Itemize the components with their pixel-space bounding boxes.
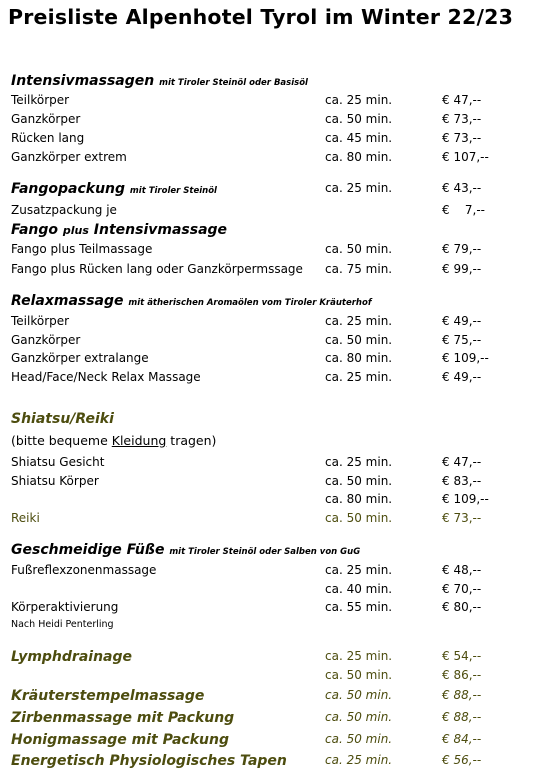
note-underlined: Kleidung xyxy=(111,433,167,448)
item-name: Zusatzpackung je xyxy=(11,203,117,217)
price-row xyxy=(0,262,537,281)
price-row xyxy=(0,370,537,389)
price-row xyxy=(0,203,537,222)
item-price: € 73,-- xyxy=(442,511,482,525)
item-duration: ca. 45 min. xyxy=(325,131,393,145)
item-price: € 47,-- xyxy=(442,93,482,107)
price-row xyxy=(0,242,537,261)
section-heading-fango-plus xyxy=(0,222,537,241)
item-name: Fango plus Teilmassage xyxy=(11,242,153,256)
item-duration: ca. 25 min. xyxy=(325,455,393,469)
heading-plus: plus xyxy=(62,224,89,237)
item-name: Ganzkörper xyxy=(11,112,81,126)
item-name: Head/Face/Neck Relax Massage xyxy=(11,370,201,384)
item-duration: ca. 50 min. xyxy=(325,474,393,488)
heading-text: Lymphdrainage xyxy=(11,649,132,665)
item-price: € 86,-- xyxy=(442,668,482,682)
price-row xyxy=(0,351,537,370)
heading-sub: mit ätherischen Aromaölen vom Tiroler Kräuterhof xyxy=(128,298,372,308)
section-heading-intensiv xyxy=(0,73,537,92)
price-row xyxy=(0,492,537,511)
note-text: tragen) xyxy=(166,433,217,448)
price-row xyxy=(0,455,537,474)
item-duration: ca. 25 min. xyxy=(325,753,393,767)
item-name: Ganzkörper xyxy=(11,333,81,347)
item-price: € 75,-- xyxy=(442,333,482,347)
price-row-extra xyxy=(0,710,537,729)
item-duration: ca. 25 min. xyxy=(325,563,393,577)
item-duration: ca. 55 min. xyxy=(325,600,393,614)
price-row-extra xyxy=(0,688,537,707)
item-name: Teilkörper xyxy=(11,314,70,328)
credit-line xyxy=(0,619,537,638)
price-row xyxy=(0,474,537,493)
item-duration: ca. 25 min. xyxy=(325,370,393,384)
item-price: € 79,-- xyxy=(442,242,482,256)
price-row xyxy=(0,563,537,582)
heading-text: Intensivmassagen xyxy=(11,73,155,89)
heading-text: Honigmassage mit Packung xyxy=(11,732,229,748)
price-row xyxy=(0,314,537,333)
heading-text: Shiatsu/Reiki xyxy=(11,411,114,427)
price-row xyxy=(0,668,537,687)
item-name: Shiatsu Körper xyxy=(11,474,99,488)
price-row-reiki xyxy=(0,511,537,530)
heading-sub: mit Tiroler Steinöl xyxy=(129,186,217,196)
item-price: € 73,-- xyxy=(442,131,482,145)
item-price: € 48,-- xyxy=(442,563,482,577)
section-heading-fango xyxy=(0,181,537,200)
item-duration: ca. 50 min. xyxy=(325,333,393,347)
item-duration: ca. 50 min. xyxy=(325,242,393,256)
price-row xyxy=(0,150,537,169)
item-duration: ca. 75 min. xyxy=(325,262,393,276)
heading-text: Fangopackung xyxy=(11,181,126,197)
item-name: Rücken lang xyxy=(11,131,85,145)
item-duration: ca. 50 min. xyxy=(325,668,393,682)
item-price: € 80,-- xyxy=(442,600,482,614)
heading-text: Geschmeidige Füße xyxy=(11,542,165,558)
section-heading-shiatsu xyxy=(0,411,537,430)
heading-text: Zirbenmassage mit Packung xyxy=(11,710,235,726)
item-price: € 43,-- xyxy=(442,181,482,195)
price-row xyxy=(0,333,537,352)
price-row xyxy=(0,93,537,112)
section-heading-fuesse xyxy=(0,542,537,561)
item-price: € 88,-- xyxy=(442,710,482,724)
item-price: € 88,-- xyxy=(442,688,482,702)
item-name: Shiatsu Gesicht xyxy=(11,455,105,469)
price-row-extra xyxy=(0,732,537,751)
item-duration: ca. 80 min. xyxy=(325,351,393,365)
credit-text: Nach Heidi Penterling xyxy=(11,619,114,630)
section-heading-relax xyxy=(0,293,537,312)
item-duration: ca. 40 min. xyxy=(325,582,393,596)
heading-text: Kräuterstempelmassage xyxy=(11,688,205,704)
item-price: € 83,-- xyxy=(442,474,482,488)
price-row-lymph xyxy=(0,649,537,668)
heading-sub: mit Tiroler Steinöl oder Salben von GuG xyxy=(169,547,361,557)
item-price: € 107,-- xyxy=(442,150,489,164)
clothing-note xyxy=(0,433,537,452)
item-price: € 73,-- xyxy=(442,112,482,126)
item-price: € 54,-- xyxy=(442,649,482,663)
item-price: € 109,-- xyxy=(442,351,489,365)
item-name: Fango plus Rücken lang oder Ganzkörpermssage xyxy=(11,262,303,276)
item-duration: ca. 25 min. xyxy=(325,649,393,663)
item-duration: ca. 50 min. xyxy=(325,688,393,702)
item-duration: ca. 80 min. xyxy=(325,492,393,506)
item-duration: ca. 25 min. xyxy=(325,314,393,328)
heading-text: Relaxmassage xyxy=(11,293,124,309)
heading-text: Energetisch Physiologisches Tapen xyxy=(11,753,287,769)
item-price: € 7,-- xyxy=(442,203,486,217)
item-duration: ca. 25 min. xyxy=(325,93,393,107)
item-price: € 70,-- xyxy=(442,582,482,596)
price-row xyxy=(0,600,537,619)
note-text: (bitte bequeme xyxy=(11,433,112,448)
item-price: € 84,-- xyxy=(442,732,482,746)
item-duration: ca. 50 min. xyxy=(325,710,393,724)
price-row xyxy=(0,112,537,131)
item-price: € 49,-- xyxy=(442,370,482,384)
item-name: Fußreflexzonenmassage xyxy=(11,563,157,577)
price-row xyxy=(0,582,537,601)
item-duration: ca. 50 min. xyxy=(325,112,393,126)
page-title: Preisliste Alpenhotel Tyrol im Winter 22/23 xyxy=(8,5,514,29)
item-duration: ca. 25 min. xyxy=(325,181,393,195)
item-name: Ganzkörper extralange xyxy=(11,351,149,365)
item-price: € 47,-- xyxy=(442,455,482,469)
heading-text: Intensivmassage xyxy=(93,222,228,238)
price-row-extra xyxy=(0,753,537,772)
item-price: € 109,-- xyxy=(442,492,489,506)
item-name: Ganzkörper extrem xyxy=(11,150,127,164)
heading-text: Fango xyxy=(11,222,59,238)
item-price: € 56,-- xyxy=(442,753,482,767)
item-duration: ca. 50 min. xyxy=(325,511,393,525)
item-duration: ca. 50 min. xyxy=(325,732,393,746)
item-price: € 99,-- xyxy=(442,262,482,276)
item-name: Körperaktivierung xyxy=(11,600,119,614)
item-duration: ca. 80 min. xyxy=(325,150,393,164)
heading-sub: mit Tiroler Steinöl oder Basisöl xyxy=(159,78,308,88)
item-price: € 49,-- xyxy=(442,314,482,328)
item-name: Teilkörper xyxy=(11,93,70,107)
price-row xyxy=(0,131,537,150)
item-name: Reiki xyxy=(11,511,40,525)
